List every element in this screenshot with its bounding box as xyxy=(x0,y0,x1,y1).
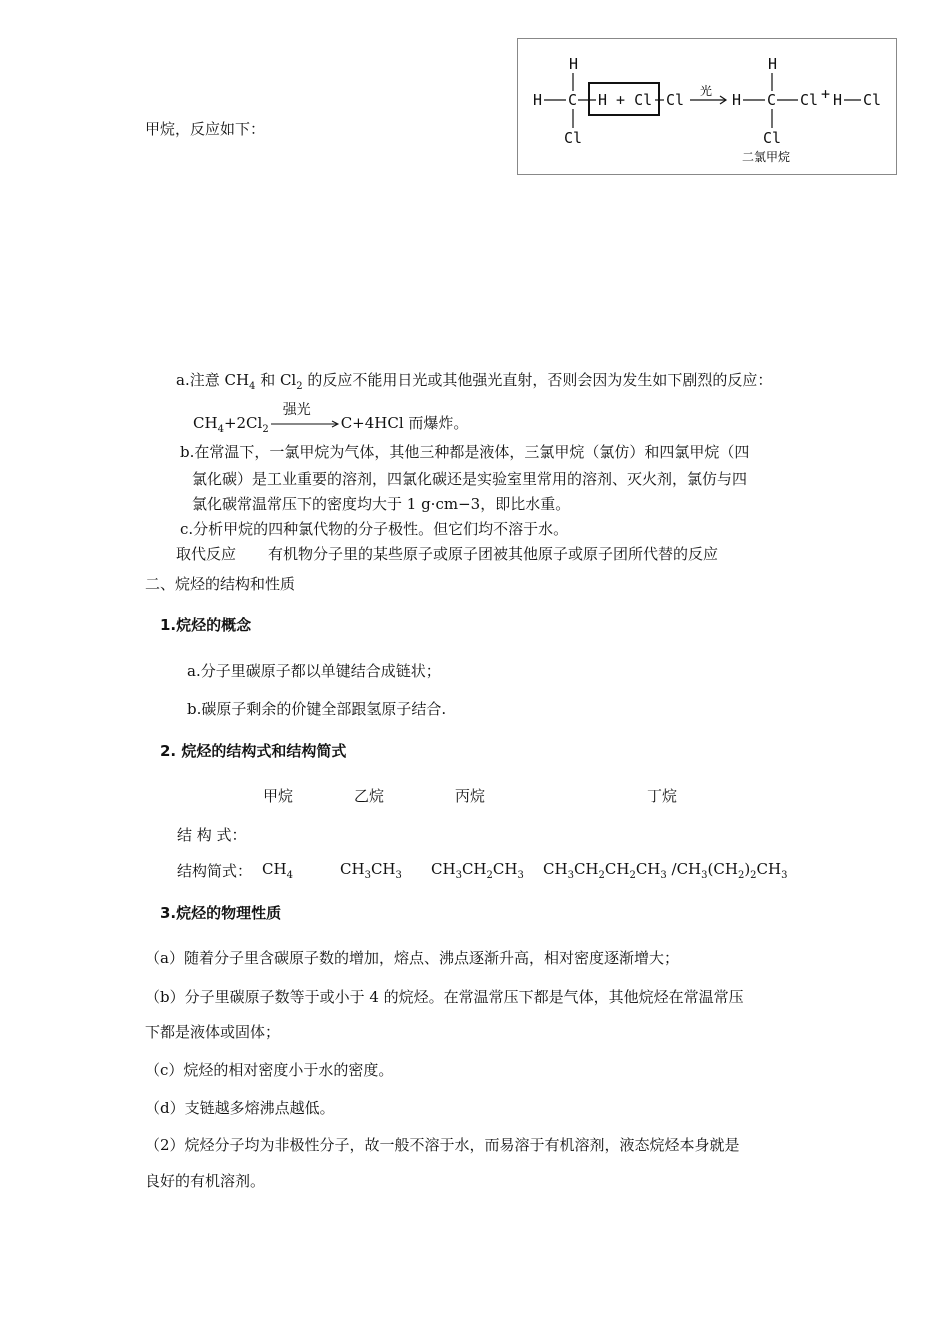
equation-arrow-label: 强光 xyxy=(282,402,311,418)
formula-butane: $CH_3CH_2CH_2CH_3$ $/CH_3(CH_2)_2CH_3$ xyxy=(543,860,788,881)
product-c: C xyxy=(767,91,777,109)
structural-formula-label: 结 构 式： xyxy=(177,826,247,844)
note-a: a.注意 $CH_4$ 和 $Cl_2$ 的反应不能用日光或其他强光直射，否则会因为发生如下剧烈的反应： xyxy=(176,371,773,392)
product-name: 二氯甲烷 xyxy=(742,150,791,164)
product-cl-right: Cl xyxy=(800,91,819,109)
arrow-label: 光 xyxy=(700,84,713,98)
property-b-line2: 下都是液体或固体； xyxy=(145,1023,281,1041)
property-2-line1: （2）烷烃分子均为非极性分子，故一般不溶于水，而易溶于有机溶剂，液态烷烃本身就是 xyxy=(145,1136,740,1154)
hcl-cl: Cl xyxy=(863,91,882,109)
reactant-cl-right: Cl xyxy=(666,91,685,109)
explosion-equation: $CH_4+2Cl_2$ 强光 C+4HCl 而爆炸。 xyxy=(193,412,468,433)
box-text: H + Cl xyxy=(598,91,653,109)
property-b-line1: （b）分子里碳原子数等于或小于 4 的烷烃。在常温常压下都是气体，其他烷烃在常温常压 xyxy=(145,988,744,1006)
substitution-definition: 有机物分子里的某些原子或原子团被其他原子或原子团所代替的反应 xyxy=(268,545,719,563)
heading-physical-properties: 3.烷烃的物理性质 xyxy=(160,904,282,922)
property-a: （a）随着分子里含碳原子数的增加，熔点、沸点逐渐升高，相对密度逐渐增大； xyxy=(145,949,679,967)
note-b-line3: 氯化碳常温常压下的密度均大于 1 g·cm−3，即比水重。 xyxy=(192,495,571,513)
property-2-line2: 良好的有机溶剂。 xyxy=(145,1172,266,1190)
formula-methane: $CH_4$ xyxy=(262,860,293,881)
name-methane: 甲烷 xyxy=(263,787,294,805)
intro-text: 甲烷，反应如下： xyxy=(145,120,266,138)
product-cl-bottom: Cl xyxy=(763,129,782,147)
note-b-line2: 氯化碳）是工业重要的溶剂，四氯化碳还是实验室里常用的溶剂、灭火剂，氯仿与四 xyxy=(192,470,748,488)
heading-alkane-concept: 1.烷烃的概念 xyxy=(160,616,252,634)
heading-structures: 2. 烷烃的结构式和结构简式 xyxy=(160,742,347,760)
name-ethane: 乙烷 xyxy=(354,787,385,805)
reactant-h-top: H xyxy=(569,55,579,73)
formula-propane: $CH_3CH_2CH_3$ xyxy=(431,860,524,881)
reaction-diagram xyxy=(517,38,897,175)
reactant-cl-bottom: Cl xyxy=(564,129,583,147)
substitution-term: 取代反应 xyxy=(176,545,237,563)
product-h-top: H xyxy=(768,55,778,73)
simplified-formula-label: 结构简式： xyxy=(177,862,253,880)
note-b-line1: b.在常温下，一氯甲烷为气体，其他三种都是液体，三氯甲烷（氯仿）和四氯甲烷（四 xyxy=(180,443,750,461)
hcl-h: H xyxy=(833,91,843,109)
reaction-svg xyxy=(518,39,898,176)
name-butane: 丁烷 xyxy=(647,787,678,805)
concept-b: b.碳原子剩余的价键全部跟氢原子结合. xyxy=(187,700,447,718)
plus-sign: + xyxy=(821,85,831,103)
reactant-h-left: H xyxy=(533,91,543,109)
property-c: （c）烷烃的相对密度小于水的密度。 xyxy=(145,1061,394,1079)
equation-arrow-svg xyxy=(269,417,341,431)
formula-ethane: $CH_3CH_3$ xyxy=(340,860,402,881)
property-d: （d）支链越多熔沸点越低。 xyxy=(145,1099,335,1117)
concept-a: a.分子里碳原子都以单键结合成链状； xyxy=(187,662,441,680)
note-c: c.分析甲烷的四种氯代物的分子极性。但它们均不溶于水。 xyxy=(180,520,569,538)
reactant-c: C xyxy=(568,91,578,109)
equation-arrow xyxy=(269,402,341,431)
name-propane: 丙烷 xyxy=(455,787,486,805)
section2-title: 二、烷烃的结构和性质 xyxy=(145,575,296,593)
product-h-left: H xyxy=(732,91,742,109)
